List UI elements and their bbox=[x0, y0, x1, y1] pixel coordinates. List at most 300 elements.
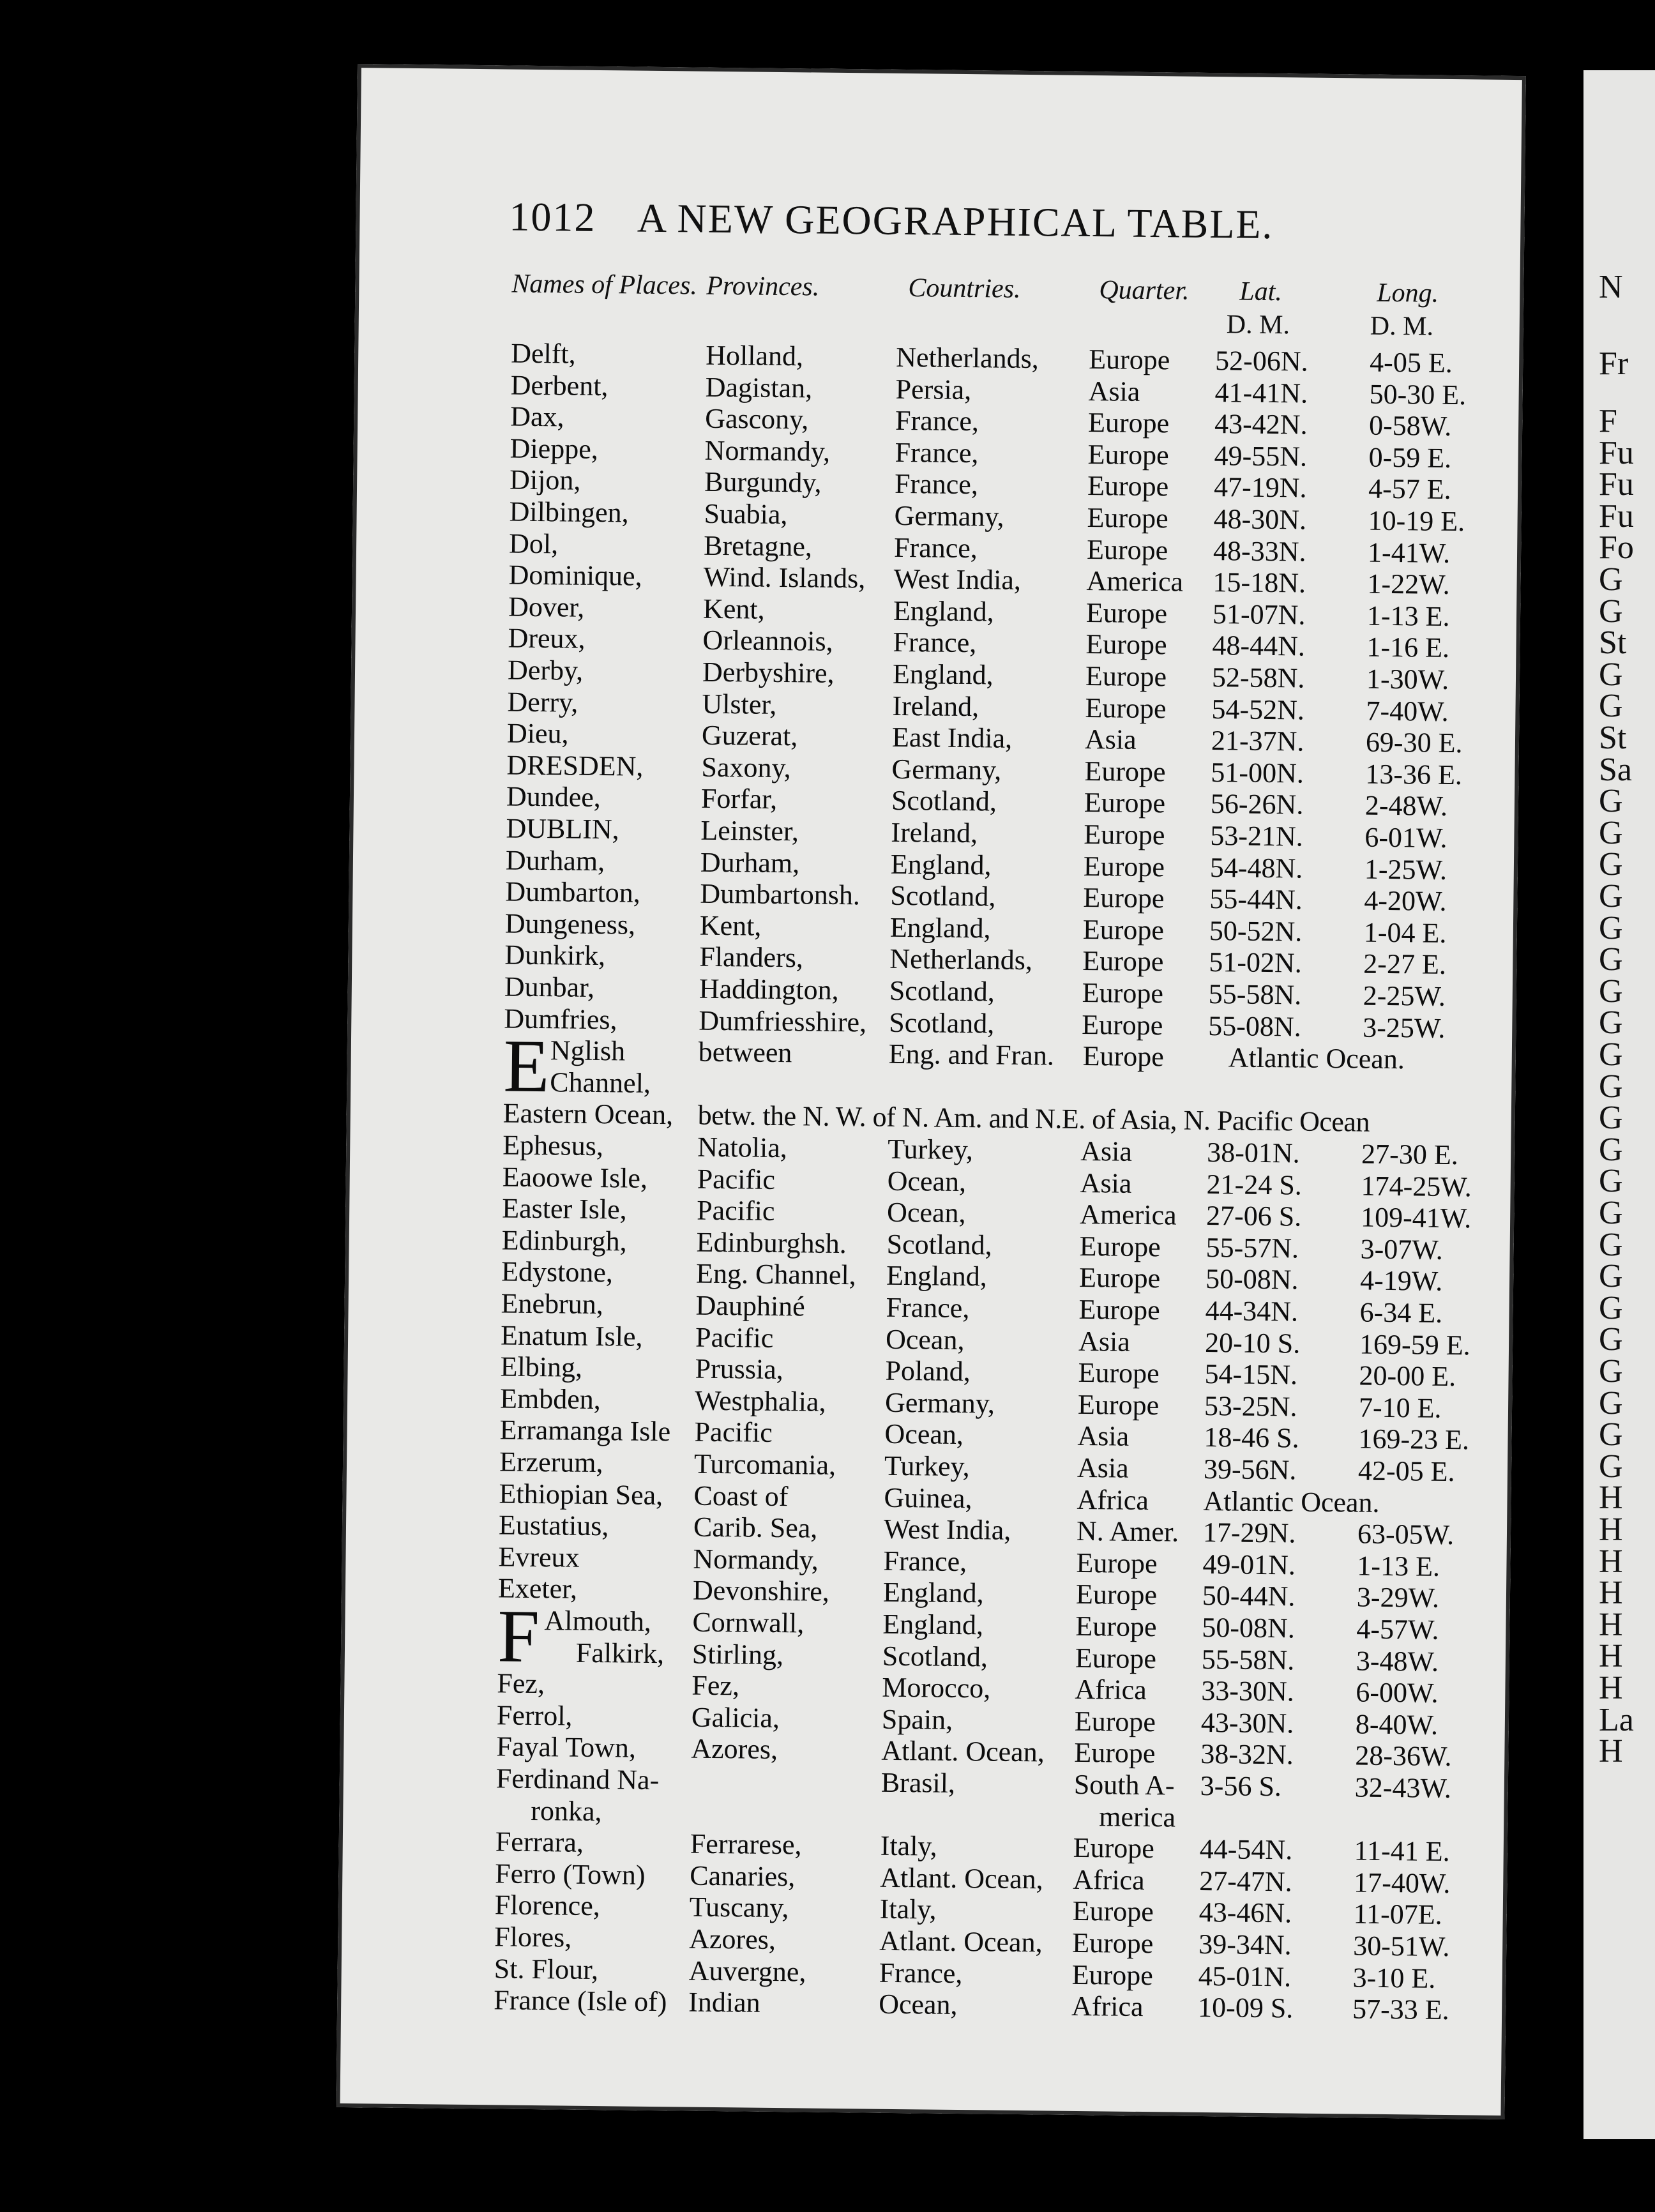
province: Pacific bbox=[696, 1194, 775, 1227]
quarter: Europe bbox=[1073, 1832, 1155, 1865]
country: Ireland, bbox=[891, 816, 978, 849]
longitude: 50-30 E. bbox=[1369, 378, 1467, 411]
country: France, bbox=[894, 468, 979, 501]
longitude: 6-34 E. bbox=[1359, 1296, 1443, 1329]
col-header-lat: Lat. bbox=[1239, 276, 1283, 307]
longitude: 30-51W. bbox=[1352, 1930, 1450, 1963]
province: Azores, bbox=[691, 1733, 778, 1766]
latitude: 55-58N. bbox=[1201, 1643, 1295, 1676]
quarter: Europe bbox=[1082, 1040, 1165, 1073]
place-name: Dundee, bbox=[506, 780, 601, 814]
latitude: 55-44N. bbox=[1209, 883, 1303, 916]
longitude: 169-23 E. bbox=[1358, 1423, 1470, 1456]
province: Carib. Sea, bbox=[693, 1511, 818, 1544]
facing-page-fragment: Fo bbox=[1599, 529, 1634, 566]
country: Persia, bbox=[895, 373, 972, 405]
place-name: Derby, bbox=[507, 654, 584, 686]
longitude: 13-36 E. bbox=[1365, 758, 1463, 791]
latitude: 39-56N. bbox=[1203, 1453, 1297, 1486]
longitude: 3-29W. bbox=[1356, 1581, 1440, 1614]
latitude: 53-25N. bbox=[1204, 1390, 1297, 1423]
quarter: Europe bbox=[1087, 502, 1168, 534]
place-name: Dieppe, bbox=[510, 432, 599, 465]
province: Suabia, bbox=[704, 497, 788, 531]
quarter: Europe bbox=[1079, 1230, 1161, 1263]
latitude: 52-58N. bbox=[1211, 662, 1305, 694]
province: Edinburghsh. bbox=[696, 1226, 847, 1259]
country: Ireland, bbox=[892, 690, 979, 722]
latitude: 55-08N. bbox=[1208, 1010, 1301, 1043]
quarter: Europe bbox=[1085, 692, 1167, 724]
latitude: 47-19N. bbox=[1213, 471, 1307, 504]
country: Ocean, bbox=[887, 1165, 967, 1197]
province: Bretagne, bbox=[703, 529, 813, 563]
province: Orleannois, bbox=[702, 625, 833, 658]
facing-page-fragment: G bbox=[1599, 1068, 1623, 1105]
longitude: 11-07E. bbox=[1353, 1898, 1442, 1931]
province: Guzerat, bbox=[701, 719, 798, 752]
description: betw. the N. W. of N. Am. and N.E. of Asia, N. Pacific Ocean bbox=[697, 1100, 1370, 1139]
country: Ocean, bbox=[884, 1418, 964, 1451]
province: between bbox=[698, 1036, 792, 1069]
longitude: 7-40W. bbox=[1366, 695, 1449, 727]
longitude: 63-05W. bbox=[1357, 1518, 1455, 1551]
country: Atlant. Ocean, bbox=[880, 1861, 1043, 1895]
place-name: Dungeness, bbox=[504, 907, 636, 941]
facing-page-fragment: Sa bbox=[1599, 751, 1632, 788]
place-name: Eustatius, bbox=[498, 1509, 609, 1542]
quarter: Asia bbox=[1084, 723, 1137, 756]
longitude: 3-25W. bbox=[1363, 1011, 1446, 1044]
country: West India, bbox=[883, 1513, 1011, 1547]
latitude: 54-48N. bbox=[1209, 851, 1303, 884]
place-name: Derbent, bbox=[510, 369, 608, 402]
longitude: 2-25W. bbox=[1363, 980, 1446, 1012]
country: England, bbox=[882, 1577, 984, 1609]
province: Kent, bbox=[702, 593, 765, 625]
col-header-province: Provinces. bbox=[706, 271, 820, 302]
country: Poland, bbox=[885, 1354, 971, 1388]
place-name: Durham, bbox=[505, 844, 605, 877]
country: Germany, bbox=[891, 753, 1002, 786]
country: England, bbox=[882, 1608, 984, 1641]
facing-page-fragment: G bbox=[1599, 1226, 1623, 1263]
facing-page-fragment: G bbox=[1599, 688, 1623, 725]
province: Dumbartonsh. bbox=[700, 877, 861, 911]
latitude: 10-09 S. bbox=[1197, 1992, 1294, 2024]
place-name: Evreux bbox=[498, 1541, 580, 1573]
latitude: 44-54N. bbox=[1199, 1833, 1293, 1866]
country: West India, bbox=[893, 563, 1022, 596]
place-name: Florence, bbox=[494, 1889, 601, 1922]
province: Leinster, bbox=[700, 814, 799, 847]
province: Flanders, bbox=[699, 941, 804, 974]
latitude: 3-56 S. bbox=[1200, 1769, 1282, 1803]
country: Brasil, bbox=[880, 1766, 956, 1799]
place-name: Erzerum, bbox=[499, 1446, 603, 1479]
longitude: 11-41 E. bbox=[1354, 1835, 1450, 1868]
place-name: Falkirk, bbox=[575, 1637, 665, 1669]
latitude: 49-55N. bbox=[1214, 439, 1308, 473]
place-name: Dilbingen, bbox=[509, 496, 629, 529]
quarter: Europe bbox=[1087, 470, 1169, 503]
quarter: Asia bbox=[1078, 1325, 1131, 1358]
facing-page-fragment: G bbox=[1599, 1321, 1623, 1358]
country: France, bbox=[893, 626, 977, 659]
longitude: 69-30 E. bbox=[1365, 726, 1463, 759]
facing-page-fragment: G bbox=[1599, 1353, 1623, 1390]
province: Durham, bbox=[700, 846, 800, 879]
lat-long: Atlantic Ocean. bbox=[1228, 1042, 1405, 1075]
country: Netherlands, bbox=[895, 341, 1039, 375]
quarter: Europe bbox=[1084, 818, 1165, 851]
province: Pacific bbox=[697, 1163, 776, 1195]
country: England, bbox=[889, 911, 991, 944]
facing-page-edge bbox=[1583, 70, 1655, 2139]
longitude: 8-40W. bbox=[1355, 1708, 1439, 1741]
place-name: Dax, bbox=[510, 400, 564, 433]
quarter: Europe bbox=[1074, 1705, 1156, 1738]
latitude: 50-08N. bbox=[1202, 1611, 1296, 1644]
latitude: 43-46N. bbox=[1198, 1897, 1292, 1929]
country: Germany, bbox=[894, 499, 1004, 533]
latitude: 48-44N. bbox=[1212, 630, 1306, 662]
longitude: 1-30W. bbox=[1366, 663, 1449, 695]
place-name: Dominique, bbox=[508, 559, 642, 592]
country: Atlant. Ocean, bbox=[881, 1735, 1045, 1768]
facing-page-fragment: G bbox=[1599, 1036, 1623, 1073]
latitude: 38-32N. bbox=[1200, 1738, 1294, 1771]
longitude: 3-07W. bbox=[1360, 1233, 1444, 1266]
latitude: 18-46 S. bbox=[1204, 1421, 1299, 1454]
longitude: 57-33 E. bbox=[1352, 1993, 1449, 2026]
place-name: Dunbar, bbox=[504, 971, 595, 1003]
province: Gascony, bbox=[704, 402, 809, 436]
country: Turkey, bbox=[887, 1133, 974, 1166]
longitude: 17-40W. bbox=[1354, 1867, 1451, 1899]
country: France, bbox=[886, 1291, 970, 1324]
long-subheader: D. M. bbox=[1370, 311, 1434, 342]
country: France, bbox=[879, 1957, 963, 1989]
page-header bbox=[509, 193, 1274, 249]
latitude: 15-18N. bbox=[1213, 566, 1306, 599]
province: Pacific bbox=[695, 1321, 774, 1354]
page-title: A NEW GEOGRAPHICAL TABLE. bbox=[637, 195, 1274, 248]
longitude: 174-25W. bbox=[1361, 1170, 1472, 1202]
latitude: 50-08N. bbox=[1205, 1263, 1299, 1296]
province: Natolia, bbox=[697, 1131, 788, 1164]
quarter: Asia bbox=[1080, 1135, 1133, 1167]
facing-page-fragment: G bbox=[1599, 561, 1623, 598]
place-name: Delft, bbox=[511, 337, 576, 370]
province: Burgundy, bbox=[704, 466, 822, 499]
quarter: Europe bbox=[1086, 533, 1168, 566]
col-header-country: Countries. bbox=[908, 273, 1021, 304]
page-number: 1012 bbox=[509, 193, 596, 240]
latitude: 39-34N. bbox=[1198, 1928, 1292, 1961]
facing-page-fragment: G bbox=[1599, 783, 1623, 820]
longitude: 0-58W. bbox=[1368, 409, 1452, 443]
country: Italy, bbox=[879, 1893, 937, 1926]
quarter: Europe bbox=[1075, 1610, 1157, 1643]
latitude: 44-34N. bbox=[1205, 1295, 1299, 1328]
facing-page-fragment: G bbox=[1599, 593, 1623, 630]
longitude: 0-59 E. bbox=[1368, 441, 1452, 474]
province: Dumfriesshire, bbox=[699, 1004, 867, 1038]
place-name: Eastern Ocean, bbox=[503, 1097, 674, 1131]
country: Guinea, bbox=[884, 1481, 972, 1514]
place-name: Dieu, bbox=[506, 717, 569, 750]
place-name: Almouth, bbox=[544, 1605, 652, 1637]
facing-page-fragment: H bbox=[1599, 1733, 1623, 1770]
country: Scotland, bbox=[886, 1228, 992, 1261]
latitude: 33-30N. bbox=[1201, 1675, 1295, 1708]
latitude: 50-52N. bbox=[1209, 914, 1303, 948]
quarter: Asia bbox=[1088, 375, 1140, 407]
facing-page-fragment: G bbox=[1599, 1195, 1623, 1231]
province: Auvergne, bbox=[688, 1955, 806, 1988]
quarter: Europe bbox=[1082, 976, 1164, 1010]
province: Fez, bbox=[691, 1669, 740, 1702]
quarter: Europe bbox=[1076, 1547, 1158, 1580]
quarter: Africa bbox=[1075, 1674, 1147, 1706]
facing-page-fragment: G bbox=[1599, 909, 1623, 946]
place-name: Dumbarton, bbox=[505, 875, 641, 909]
province: Prussia, bbox=[695, 1352, 784, 1386]
country: France, bbox=[895, 405, 979, 437]
facing-page-fragment: H bbox=[1599, 1480, 1623, 1517]
place-name: Enebrun, bbox=[501, 1287, 603, 1321]
quarter: South A- bbox=[1073, 1768, 1175, 1801]
longitude: 1-41W. bbox=[1367, 536, 1451, 569]
facing-page-fragment: G bbox=[1599, 1416, 1623, 1453]
facing-page-fragment: St bbox=[1599, 625, 1627, 662]
facing-page-fragment: St bbox=[1599, 720, 1627, 756]
longitude: 3-48W. bbox=[1356, 1645, 1439, 1678]
latitude: 21-24 S. bbox=[1206, 1168, 1303, 1201]
place-name: Ephesus, bbox=[503, 1129, 604, 1162]
quarter: Europe bbox=[1072, 1895, 1154, 1928]
facing-page-fragment: Fr bbox=[1599, 345, 1629, 382]
latitude: 55-57N. bbox=[1205, 1231, 1299, 1264]
quarter: Europe bbox=[1083, 850, 1165, 883]
latitude: 27-06 S. bbox=[1205, 1200, 1302, 1232]
country: Scotland, bbox=[889, 1006, 995, 1040]
latitude: 43-42N. bbox=[1214, 408, 1308, 441]
place-name: DRESDEN, bbox=[506, 749, 644, 782]
province: Ferrarese, bbox=[690, 1828, 802, 1861]
longitude: 20-00 E. bbox=[1359, 1360, 1456, 1393]
place-name: Dreux, bbox=[508, 622, 586, 655]
place-name: Elbing, bbox=[500, 1351, 583, 1383]
place-name: Derry, bbox=[507, 686, 578, 718]
place-name: Edystone, bbox=[501, 1255, 614, 1289]
place-name: Eaoowe Isle, bbox=[502, 1161, 648, 1194]
facing-page-fragment: H bbox=[1599, 1606, 1623, 1643]
province: Forfar, bbox=[700, 783, 778, 815]
quarter: Europe bbox=[1075, 1642, 1157, 1674]
place-name: St. Flour, bbox=[494, 1952, 599, 1985]
latitude: 43-30N. bbox=[1200, 1706, 1294, 1739]
province: Pacific bbox=[694, 1416, 773, 1449]
facing-page-fragment: H bbox=[1599, 1575, 1623, 1612]
place-name: Easter Isle, bbox=[501, 1192, 627, 1225]
longitude: 1-25W. bbox=[1364, 853, 1447, 886]
quarter: Africa bbox=[1077, 1483, 1149, 1516]
quarter: Europe bbox=[1084, 787, 1166, 819]
country: Atlant. Ocean, bbox=[879, 1925, 1043, 1958]
quarter: Europe bbox=[1088, 344, 1170, 376]
province: Azores, bbox=[689, 1923, 776, 1956]
country: Turkey, bbox=[884, 1450, 970, 1483]
country: Spain, bbox=[881, 1703, 953, 1736]
longitude: 1-22W. bbox=[1367, 568, 1450, 601]
place-name-line2: Channel, bbox=[550, 1066, 651, 1099]
facing-page-fragment: H bbox=[1599, 1670, 1623, 1706]
country: Scotland, bbox=[890, 879, 996, 913]
quarter: Europe bbox=[1084, 755, 1166, 788]
facing-page-fragment: F bbox=[1599, 403, 1617, 439]
country: France, bbox=[895, 436, 979, 469]
place-name-line2: ronka, bbox=[531, 1794, 602, 1827]
latitude: 27-47N. bbox=[1199, 1865, 1292, 1898]
province: Normandy, bbox=[704, 434, 831, 467]
country: Scotland, bbox=[889, 974, 995, 1008]
facing-page-fragment: G bbox=[1599, 1163, 1623, 1200]
province: Coast of bbox=[693, 1480, 789, 1512]
facing-page-fragment: G bbox=[1599, 656, 1623, 693]
quarter: Europe bbox=[1071, 1927, 1154, 1960]
province: Wind. Islands, bbox=[703, 561, 866, 595]
place-name: Dol, bbox=[508, 527, 559, 559]
facing-page-fragment: G bbox=[1599, 878, 1623, 914]
longitude: 2-27 E. bbox=[1363, 948, 1447, 981]
country: Ocean, bbox=[885, 1323, 965, 1356]
country: Netherlands, bbox=[889, 943, 1033, 976]
province: Cornwall, bbox=[692, 1606, 805, 1639]
latitude: 17-29N. bbox=[1202, 1517, 1296, 1549]
facing-page-fragment: La bbox=[1599, 1701, 1634, 1738]
place-name: Fayal Town, bbox=[496, 1731, 637, 1764]
quarter: Europe bbox=[1078, 1293, 1160, 1326]
province: Dauphiné bbox=[695, 1289, 805, 1322]
place-name: Enatum Isle, bbox=[500, 1319, 643, 1352]
latitude: Atlantic Ocean. bbox=[1203, 1485, 1380, 1519]
country: England, bbox=[893, 595, 994, 628]
quarter: Europe bbox=[1074, 1737, 1156, 1769]
quarter-line2: merica bbox=[1099, 1800, 1176, 1833]
facing-page-fragment: G bbox=[1599, 941, 1623, 978]
country: Ocean, bbox=[886, 1196, 966, 1229]
facing-page-fragment: G bbox=[1599, 1384, 1623, 1421]
province: Derbyshire, bbox=[702, 656, 835, 689]
facing-page-fragment: H bbox=[1599, 1543, 1623, 1580]
facing-page-fragment: G bbox=[1599, 1448, 1623, 1485]
province: Dagistan, bbox=[705, 371, 813, 404]
country: Eng. and Fran. bbox=[888, 1038, 1055, 1072]
quarter: Europe bbox=[1082, 913, 1165, 946]
latitude: 51-00N. bbox=[1211, 756, 1304, 789]
longitude: 109-41W. bbox=[1360, 1201, 1472, 1234]
longitude: 4-05 E. bbox=[1369, 346, 1453, 379]
lat-subheader: D. M. bbox=[1226, 310, 1290, 340]
longitude: 4-20W. bbox=[1364, 884, 1447, 918]
place-name: Edinburgh, bbox=[501, 1224, 627, 1257]
latitude: 21-37N. bbox=[1211, 725, 1304, 757]
quarter: Europe bbox=[1087, 407, 1170, 439]
longitude: 1-04 E. bbox=[1363, 916, 1447, 949]
longitude: 4-57W. bbox=[1356, 1613, 1439, 1646]
place-name: Dijon, bbox=[509, 464, 581, 497]
province: Holland, bbox=[705, 339, 804, 372]
facing-page-fragment: Fu bbox=[1599, 497, 1634, 534]
place-name: France (Isle of) bbox=[494, 1984, 667, 2018]
country: Ocean, bbox=[878, 1988, 958, 2021]
country: Scotland, bbox=[891, 785, 997, 817]
country: Germany, bbox=[884, 1386, 995, 1420]
latitude: 48-33N. bbox=[1213, 534, 1306, 568]
quarter: Asia bbox=[1077, 1420, 1130, 1453]
drop-cap: E bbox=[503, 1024, 550, 1109]
country: France, bbox=[883, 1545, 967, 1577]
province: Haddington, bbox=[699, 973, 839, 1006]
country: France, bbox=[893, 531, 978, 564]
country: Morocco, bbox=[882, 1671, 991, 1704]
latitude: 38-01N. bbox=[1206, 1137, 1300, 1169]
latitude: 20-10 S. bbox=[1204, 1326, 1301, 1360]
longitude: 42-05 E. bbox=[1357, 1455, 1455, 1488]
facing-page-fragment: Fu bbox=[1599, 434, 1634, 471]
longitude: 1-13 E. bbox=[1357, 1550, 1440, 1582]
longitude: 1-16 E. bbox=[1366, 631, 1450, 664]
place-name: Flores, bbox=[494, 1921, 572, 1953]
longitude: 169-59 E. bbox=[1359, 1328, 1470, 1361]
latitude: 48-30N. bbox=[1213, 503, 1307, 536]
longitude: 10-19 E. bbox=[1368, 504, 1465, 538]
latitude: 51-02N. bbox=[1209, 946, 1303, 979]
place-name: Ferrara, bbox=[495, 1826, 584, 1859]
province: Canaries, bbox=[690, 1860, 796, 1893]
province: Turcomania, bbox=[693, 1448, 836, 1481]
quarter: Europe bbox=[1078, 1262, 1161, 1294]
facing-page-fragment: G bbox=[1599, 1004, 1623, 1042]
latitude: 49-01N. bbox=[1202, 1548, 1296, 1581]
country: Scotland, bbox=[882, 1640, 988, 1673]
quarter: Europe bbox=[1085, 596, 1168, 630]
longitude: 6-00W. bbox=[1356, 1676, 1439, 1709]
province: Indian bbox=[688, 1986, 760, 2019]
quarter: Europe bbox=[1075, 1579, 1158, 1611]
latitude: 53-21N. bbox=[1210, 820, 1304, 852]
latitude: 50-44N. bbox=[1202, 1580, 1296, 1612]
drop-cap: F bbox=[497, 1594, 540, 1679]
quarter: Europe bbox=[1078, 1357, 1160, 1390]
facing-page-fragment: G bbox=[1599, 973, 1623, 1010]
quarter: Africa bbox=[1073, 1863, 1145, 1896]
latitude: 41-41N. bbox=[1214, 376, 1308, 409]
quarter: America bbox=[1086, 565, 1184, 598]
quarter: Asia bbox=[1077, 1451, 1129, 1484]
longitude: 32-43W. bbox=[1354, 1771, 1452, 1805]
latitude: 52-06N. bbox=[1214, 345, 1308, 377]
quarter: America bbox=[1079, 1199, 1177, 1231]
country: Italy, bbox=[880, 1829, 937, 1862]
place-name: Exeter, bbox=[497, 1572, 578, 1605]
place-name: Nglish bbox=[550, 1034, 626, 1067]
province: Galicia, bbox=[691, 1701, 780, 1734]
longitude: 3-10 E. bbox=[1352, 1962, 1436, 1994]
facing-page-fragment: H bbox=[1599, 1511, 1623, 1548]
